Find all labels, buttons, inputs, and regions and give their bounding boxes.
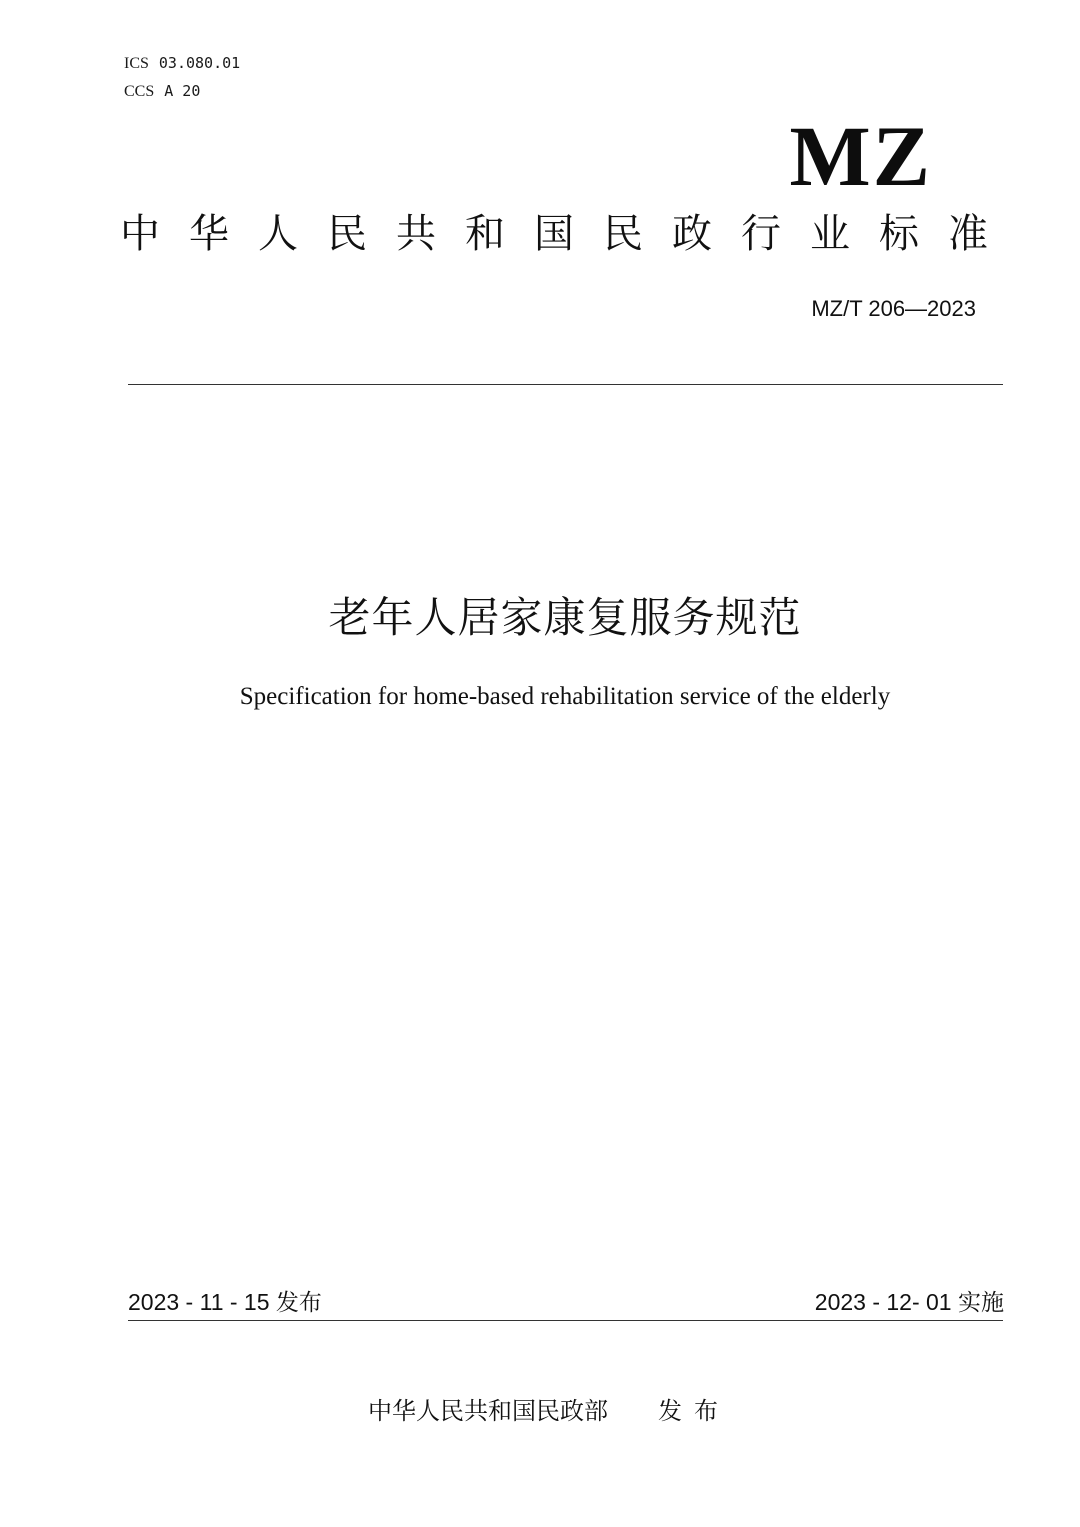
ics-code: 03.080.01 bbox=[158, 54, 241, 72]
document-title-english: Specification for home-based rehabilitation service of the elderly bbox=[239, 683, 891, 710]
header-divider bbox=[128, 384, 1003, 385]
footer-divider bbox=[128, 1320, 1003, 1321]
standard-number: MZ/T 206—2023 bbox=[811, 296, 976, 321]
document-title-chinese: 老年人居家康复服务规范 bbox=[328, 593, 802, 642]
mz-logo: MZ bbox=[789, 108, 932, 204]
ics-classification bbox=[124, 53, 240, 74]
issuer-name: 中华人民共和国民政部 bbox=[368, 1397, 608, 1425]
ccs-code: A 20 bbox=[164, 82, 201, 100]
issue-date: 2023 - 11 - 15 发布 bbox=[128, 1289, 322, 1315]
issuer-block bbox=[368, 1394, 730, 1428]
ccs-classification bbox=[124, 81, 200, 102]
ics-label: ICS bbox=[124, 55, 149, 72]
implementation-date: 2023 - 12- 01 实施 bbox=[814, 1289, 1004, 1315]
ccs-label: CCS bbox=[124, 83, 155, 100]
publish-label: 发布 bbox=[658, 1397, 730, 1425]
standard-category-heading: 中华人民共和国民政行业标准 bbox=[120, 211, 1017, 257]
